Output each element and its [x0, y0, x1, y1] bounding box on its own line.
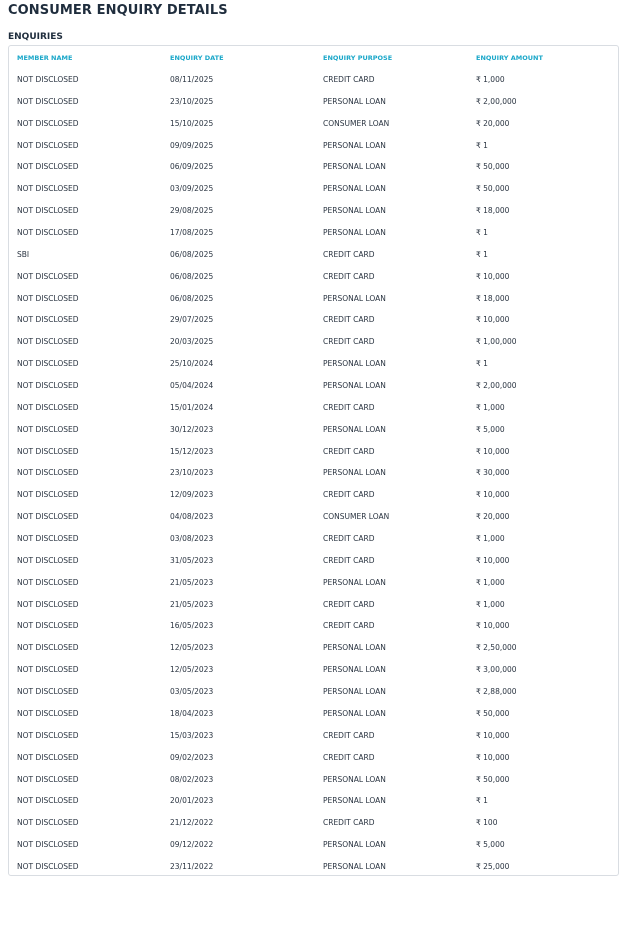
- enquiry-purpose-cell: CREDIT CARD: [323, 621, 375, 631]
- table-row: [9, 114, 618, 136]
- member-name-cell: NOT DISCLOSED: [17, 75, 79, 84]
- enquiry-date-cell: 21/12/2022: [170, 818, 214, 828]
- enquiry-amount-cell: ₹ 10,000: [476, 490, 510, 500]
- member-name-cell: NOT DISCLOSED: [17, 118, 79, 128]
- enquiry-amount-cell: ₹ 2,00,000: [476, 96, 517, 106]
- enquiry-amount-cell: ₹ 2,50,000: [476, 643, 517, 653]
- enquiry-date-cell: 21/05/2023: [170, 577, 214, 587]
- member-name-cell: NOT DISCLOSED: [17, 490, 79, 500]
- member-name-cell: NOT DISCLOSED: [17, 446, 79, 456]
- enquiry-date-cell: 09/02/2023: [170, 752, 214, 762]
- enquiry-amount-cell: ₹ 10,000: [476, 730, 510, 740]
- table-row: [9, 245, 618, 267]
- enquiry-amount-cell: ₹ 50,000: [476, 774, 510, 784]
- table-row: [9, 770, 618, 792]
- enquiry-date-cell: 18/04/2023: [170, 708, 214, 718]
- enquiry-date-cell: 03/05/2023: [170, 687, 214, 697]
- enquiry-purpose-cell: CREDIT CARD: [323, 75, 375, 84]
- table-row: [9, 92, 618, 114]
- enquiry-amount-cell: ₹ 1,000: [476, 577, 505, 587]
- enquiry-amount-cell: ₹ 2,88,000: [476, 687, 517, 697]
- enquiry-date-cell: 29/08/2025: [170, 206, 214, 216]
- enquiry-purpose-cell: CONSUMER LOAN: [323, 118, 390, 128]
- enquiry-purpose-cell: CREDIT CARD: [323, 446, 375, 456]
- enquiry-amount-cell: ₹ 1: [476, 249, 488, 259]
- table-row: [9, 748, 618, 770]
- enquiry-amount-cell: ₹ 10,000: [476, 315, 510, 325]
- enquiry-purpose-cell: PERSONAL LOAN: [323, 162, 386, 172]
- enquiry-date-cell: 12/09/2023: [170, 490, 214, 500]
- member-name-cell: NOT DISCLOSED: [17, 534, 79, 544]
- table-row: [9, 595, 618, 617]
- member-name-cell: NOT DISCLOSED: [17, 665, 79, 675]
- enquiry-purpose-cell: PERSONAL LOAN: [323, 796, 386, 806]
- enquiry-amount-cell: ₹ 50,000: [476, 162, 510, 172]
- enquiry-amount-cell: ₹ 2,00,000: [476, 381, 517, 391]
- enquiry-date-cell: 08/02/2023: [170, 774, 214, 784]
- enquiry-amount-cell: ₹ 20,000: [476, 118, 510, 128]
- enquiry-purpose-cell: PERSONAL LOAN: [323, 643, 386, 653]
- enquiry-amount-cell: ₹ 10,000: [476, 446, 510, 456]
- enquiry-date-cell: 16/05/2023: [170, 621, 214, 631]
- enquiry-date-cell: 06/08/2025: [170, 271, 214, 281]
- enquiry-amount-cell: ₹ 1: [476, 359, 488, 369]
- member-name-cell: NOT DISCLOSED: [17, 752, 79, 762]
- enquiry-amount-cell: ₹ 10,000: [476, 271, 510, 281]
- enquiry-date-cell: 25/10/2024: [170, 359, 214, 369]
- table-row: [9, 376, 618, 398]
- table-row: [9, 354, 618, 376]
- enquiries-table: [8, 45, 619, 876]
- enquiry-purpose-cell: PERSONAL LOAN: [323, 840, 386, 850]
- enquiry-purpose-cell: PERSONAL LOAN: [323, 184, 386, 194]
- enquiry-purpose-cell: CREDIT CARD: [323, 730, 375, 740]
- enquiry-purpose-cell: PERSONAL LOAN: [323, 708, 386, 718]
- table-row: [9, 420, 618, 442]
- member-name-cell: NOT DISCLOSED: [17, 140, 79, 150]
- table-row: [9, 573, 618, 595]
- enquiry-purpose-cell: CREDIT CARD: [323, 490, 375, 500]
- enquiry-date-cell: 09/12/2022: [170, 840, 214, 850]
- enquiry-date-cell: 15/01/2024: [170, 402, 214, 412]
- member-name-cell: NOT DISCLOSED: [17, 818, 79, 828]
- enquiry-date-cell: 06/08/2025: [170, 249, 214, 259]
- member-name-cell: NOT DISCLOSED: [17, 840, 79, 850]
- enquiry-amount-cell: ₹ 30,000: [476, 468, 510, 478]
- enquiry-date-cell: 15/10/2025: [170, 118, 214, 128]
- table-row: [9, 157, 618, 179]
- table-row: [9, 201, 618, 223]
- table-row: [9, 136, 618, 158]
- enquiry-amount-cell: ₹ 50,000: [476, 184, 510, 194]
- table-row: [9, 529, 618, 551]
- enquiry-purpose-cell: CREDIT CARD: [323, 337, 375, 347]
- enquiry-date-cell: 30/12/2023: [170, 424, 214, 434]
- enquiry-purpose-cell: PERSONAL LOAN: [323, 293, 386, 303]
- table-row: [9, 638, 618, 660]
- member-name-cell: NOT DISCLOSED: [17, 730, 79, 740]
- column-header-enquiry-amount: ENQUIRY AMOUNT: [476, 54, 543, 62]
- table-row: [9, 179, 618, 201]
- enquiry-date-cell: 12/05/2023: [170, 665, 214, 675]
- member-name-cell: NOT DISCLOSED: [17, 402, 79, 412]
- table-row: [9, 507, 618, 529]
- table-row: [9, 682, 618, 704]
- member-name-cell: NOT DISCLOSED: [17, 512, 79, 522]
- member-name-cell: SBI: [17, 249, 30, 259]
- enquiry-amount-cell: ₹ 50,000: [476, 708, 510, 718]
- member-name-cell: NOT DISCLOSED: [17, 796, 79, 806]
- enquiry-amount-cell: ₹ 1,00,000: [476, 337, 517, 347]
- table-row: [9, 616, 618, 638]
- enquiry-purpose-cell: CREDIT CARD: [323, 402, 375, 412]
- enquiry-purpose-cell: CREDIT CARD: [323, 534, 375, 544]
- enquiry-purpose-cell: PERSONAL LOAN: [323, 96, 386, 106]
- enquiry-amount-cell: ₹ 1: [476, 140, 488, 150]
- member-name-cell: NOT DISCLOSED: [17, 555, 79, 565]
- table-row: [9, 704, 618, 726]
- enquiry-date-cell: 20/01/2023: [170, 796, 214, 806]
- enquiry-date-cell: 03/09/2025: [170, 184, 214, 194]
- section-title: ENQUIRIES: [8, 32, 63, 42]
- enquiry-amount-cell: ₹ 1: [476, 228, 488, 238]
- enquiry-date-cell: 23/11/2022: [170, 861, 214, 871]
- enquiry-purpose-cell: PERSONAL LOAN: [323, 665, 386, 675]
- enquiry-purpose-cell: PERSONAL LOAN: [323, 861, 386, 871]
- table-row: [9, 791, 618, 813]
- column-header-enquiry-purpose: ENQUIRY PURPOSE: [323, 54, 393, 62]
- enquiry-amount-cell: ₹ 100: [476, 818, 498, 828]
- member-name-cell: NOT DISCLOSED: [17, 599, 79, 609]
- enquiry-date-cell: 17/08/2025: [170, 228, 214, 238]
- enquiry-date-cell: 06/08/2025: [170, 293, 214, 303]
- member-name-cell: NOT DISCLOSED: [17, 687, 79, 697]
- enquiry-date-cell: 03/08/2023: [170, 534, 214, 544]
- enquiry-date-cell: 15/03/2023: [170, 730, 214, 740]
- enquiry-purpose-cell: PERSONAL LOAN: [323, 424, 386, 434]
- enquiry-purpose-cell: CREDIT CARD: [323, 555, 375, 565]
- enquiry-amount-cell: ₹ 20,000: [476, 512, 510, 522]
- enquiry-purpose-cell: PERSONAL LOAN: [323, 206, 386, 216]
- enquiry-amount-cell: ₹ 5,000: [476, 840, 505, 850]
- table-row: [9, 310, 618, 332]
- enquiry-date-cell: 09/09/2025: [170, 140, 214, 150]
- enquiry-purpose-cell: PERSONAL LOAN: [323, 140, 386, 150]
- table-row: [9, 813, 618, 835]
- member-name-cell: NOT DISCLOSED: [17, 359, 79, 369]
- table-row: [9, 223, 618, 245]
- enquiry-purpose-cell: CREDIT CARD: [323, 271, 375, 281]
- member-name-cell: NOT DISCLOSED: [17, 206, 79, 216]
- member-name-cell: NOT DISCLOSED: [17, 577, 79, 587]
- enquiry-date-cell: 04/08/2023: [170, 512, 214, 522]
- enquiry-amount-cell: ₹ 1: [476, 796, 488, 806]
- table-row: [9, 463, 618, 485]
- enquiry-date-cell: 08/11/2025: [170, 75, 214, 84]
- enquiry-purpose-cell: CREDIT CARD: [323, 249, 375, 259]
- table-row: [9, 485, 618, 507]
- member-name-cell: NOT DISCLOSED: [17, 184, 79, 194]
- member-name-cell: NOT DISCLOSED: [17, 861, 79, 871]
- member-name-cell: NOT DISCLOSED: [17, 774, 79, 784]
- enquiry-amount-cell: ₹ 1,000: [476, 75, 505, 84]
- enquiry-amount-cell: ₹ 18,000: [476, 206, 510, 216]
- enquiry-date-cell: 23/10/2023: [170, 468, 214, 478]
- member-name-cell: NOT DISCLOSED: [17, 468, 79, 478]
- table-row: [9, 267, 618, 289]
- member-name-cell: NOT DISCLOSED: [17, 424, 79, 434]
- enquiry-purpose-cell: PERSONAL LOAN: [323, 468, 386, 478]
- column-header-enquiry-date: ENQUIRY DATE: [170, 54, 224, 62]
- enquiry-purpose-cell: CREDIT CARD: [323, 818, 375, 828]
- enquiry-date-cell: 31/05/2023: [170, 555, 214, 565]
- table-row: [9, 660, 618, 682]
- enquiry-purpose-cell: CREDIT CARD: [323, 752, 375, 762]
- member-name-cell: NOT DISCLOSED: [17, 315, 79, 325]
- member-name-cell: NOT DISCLOSED: [17, 271, 79, 281]
- enquiry-amount-cell: ₹ 1,000: [476, 599, 505, 609]
- enquiry-date-cell: 15/12/2023: [170, 446, 214, 456]
- enquiry-purpose-cell: PERSONAL LOAN: [323, 381, 386, 391]
- member-name-cell: NOT DISCLOSED: [17, 96, 79, 106]
- enquiry-amount-cell: ₹ 10,000: [476, 555, 510, 565]
- enquiry-date-cell: 29/07/2025: [170, 315, 214, 325]
- table-row: [9, 398, 618, 420]
- enquiry-purpose-cell: PERSONAL LOAN: [323, 774, 386, 784]
- member-name-cell: NOT DISCLOSED: [17, 381, 79, 391]
- enquiry-amount-cell: ₹ 5,000: [476, 424, 505, 434]
- enquiry-purpose-cell: PERSONAL LOAN: [323, 577, 386, 587]
- enquiry-purpose-cell: PERSONAL LOAN: [323, 687, 386, 697]
- table-row: [9, 289, 618, 311]
- member-name-cell: NOT DISCLOSED: [17, 337, 79, 347]
- member-name-cell: NOT DISCLOSED: [17, 621, 79, 631]
- enquiry-date-cell: 20/03/2025: [170, 337, 214, 347]
- enquiry-amount-cell: ₹ 25,000: [476, 861, 510, 871]
- enquiry-amount-cell: ₹ 1,000: [476, 534, 505, 544]
- enquiry-date-cell: 05/04/2024: [170, 381, 214, 391]
- member-name-cell: NOT DISCLOSED: [17, 162, 79, 172]
- table-row: [9, 442, 618, 464]
- enquiry-date-cell: 23/10/2025: [170, 96, 214, 106]
- enquiry-date-cell: 21/05/2023: [170, 599, 214, 609]
- enquiry-date-cell: 12/05/2023: [170, 643, 214, 653]
- table-row: [9, 551, 618, 573]
- table-row: [9, 726, 618, 748]
- table-row: [9, 857, 618, 879]
- table-header: [9, 54, 618, 66]
- enquiry-purpose-cell: CREDIT CARD: [323, 599, 375, 609]
- table-row: [9, 835, 618, 857]
- enquiry-date-cell: 06/09/2025: [170, 162, 214, 172]
- enquiry-purpose-cell: CREDIT CARD: [323, 315, 375, 325]
- table-row: [9, 70, 618, 92]
- table-body: [9, 70, 618, 879]
- enquiry-amount-cell: ₹ 10,000: [476, 752, 510, 762]
- column-header-member-name: MEMBER NAME: [17, 54, 73, 62]
- enquiry-amount-cell: ₹ 18,000: [476, 293, 510, 303]
- enquiry-amount-cell: ₹ 10,000: [476, 621, 510, 631]
- enquiry-purpose-cell: CONSUMER LOAN: [323, 512, 390, 522]
- member-name-cell: NOT DISCLOSED: [17, 293, 79, 303]
- enquiry-purpose-cell: PERSONAL LOAN: [323, 359, 386, 369]
- page-title: CONSUMER ENQUIRY DETAILS: [8, 3, 228, 18]
- member-name-cell: NOT DISCLOSED: [17, 228, 79, 238]
- enquiry-amount-cell: ₹ 1,000: [476, 402, 505, 412]
- member-name-cell: NOT DISCLOSED: [17, 708, 79, 718]
- enquiry-purpose-cell: PERSONAL LOAN: [323, 228, 386, 238]
- member-name-cell: NOT DISCLOSED: [17, 643, 79, 653]
- table-row: [9, 332, 618, 354]
- enquiry-amount-cell: ₹ 3,00,000: [476, 665, 517, 675]
